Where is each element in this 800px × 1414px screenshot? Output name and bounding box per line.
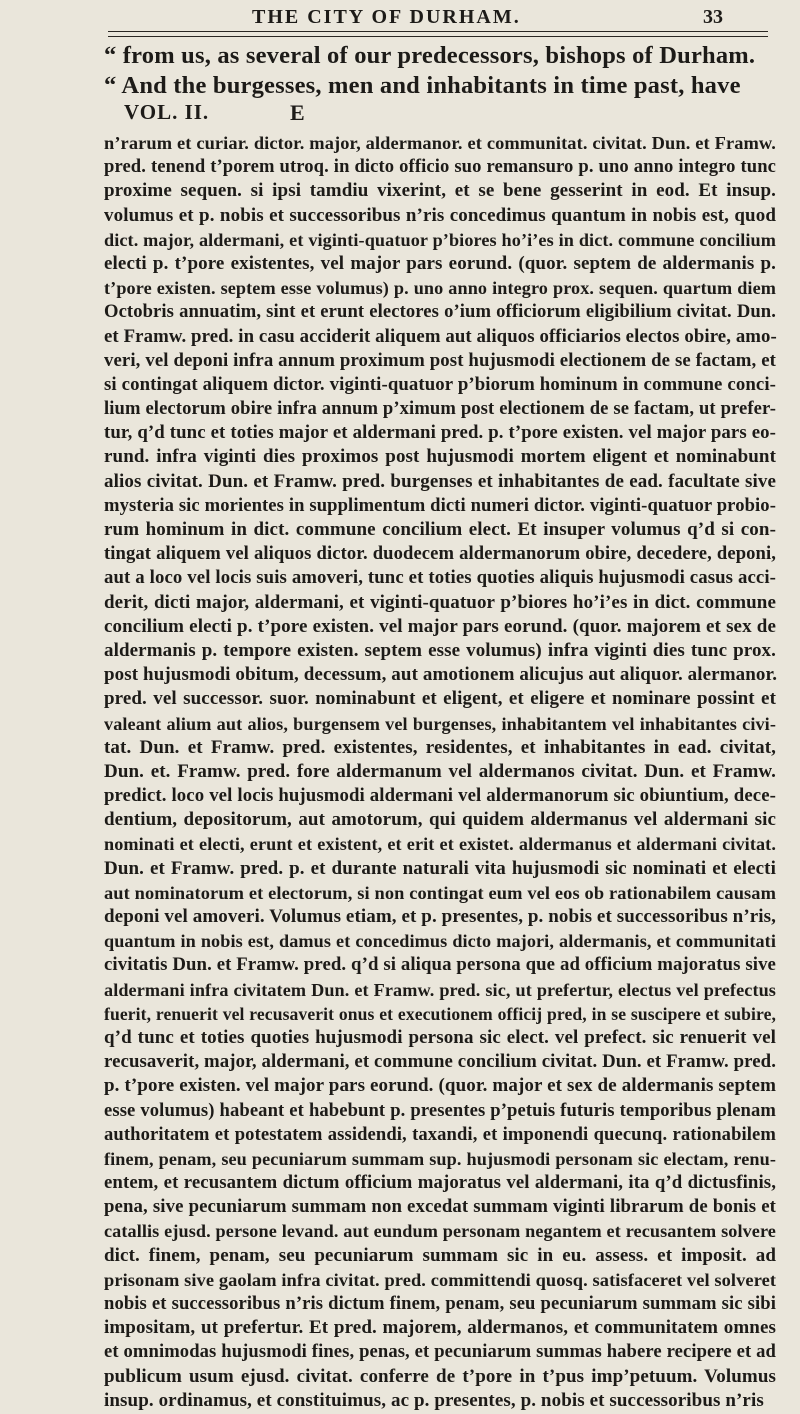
text-line: nobis et successoribus n’ris dictum finem, penam, seu pecuniarum summam sic sibi xyxy=(104,1293,776,1314)
text-line: post hujusmodi obitum, decessum, aut amotionem alicujus aut aliquor. alermanor. xyxy=(104,664,778,686)
text-line: et Framw. pred. in casu acciderit aliquem aut aliquos officiarios electos obire, amo- xyxy=(104,325,777,347)
text-line: recusaverit, major, aldermani, et commune concilium civitat. Dun. et Framw. pred. xyxy=(104,1051,776,1073)
text-line: pena, sive pecuniarum summam non excedat summam viginti librarum de bonis et xyxy=(104,1196,776,1218)
text-line: finem, penam, seu pecuniarum summam sup. hujusmodi personam sic electam, renu- xyxy=(104,1148,776,1169)
text-line: aut a loco vel locis suis amoveri, tunc et toties quoties aliquis hujusmodi casus acci- xyxy=(104,567,776,589)
text-line: concilium electi p. t’pore existen. vel major pars eorund. (quor. majorem et sex de xyxy=(104,615,776,637)
text-line: aut nominatorum et electorum, si non contingat eum vel eos ob rationabilem causam xyxy=(104,882,776,903)
text-line: alios civitat. Dun. et Framw. pred. burgenses et inhabitantes de ead. facultate sive xyxy=(104,470,776,492)
text-line: predict. loco vel locis hujusmodi aldermani vel aldermanorum sic obiuntium, dece- xyxy=(104,785,776,807)
text-line: Dun. et Framw. pred. p. et durante naturali vita hujusmodi sic nominati et electi xyxy=(104,857,776,879)
text-line: authoritatem et potestatem assidendi, taxandi, et imponendi quecunq. rationabilem xyxy=(104,1123,776,1145)
text-line: derit, dicti major, aldermani, et viginti-quatuor p’biores ho’i’es in dict. commune xyxy=(104,591,776,613)
text-line: tur, q’d tunc et toties major et aldermani pred. p. t’pore existen. vel major pars eo- xyxy=(104,422,776,444)
text-line: prisonam sive gaolam infra civitat. pred. committendi quosq. satisfaceret vel solveret xyxy=(104,1269,777,1290)
text-line: insup. ordinamus, et constituimus, ac p. presentes, p. nobis et successoribus n’ris xyxy=(104,1389,764,1411)
text-line: fuerit, renuerit vel recusaverit onus et executionem officij pred, in se suscipere et subire, xyxy=(104,1003,776,1024)
running-head xyxy=(0,0,800,34)
quoted-line: “ from us, as several of our predecessors, bishops of Durham. xyxy=(104,42,756,69)
text-line: lium electorum obire infra annum p’ximum post electionem de se factam, ut prefer- xyxy=(104,398,776,420)
text-line: dict. major, aldermani, et viginti-quatuor p’biores ho’i’es in dict. commune concilium xyxy=(104,229,776,250)
text-line: deponi vel amoveri. Volumus etiam, et p. presentes, p. nobis et successoribus n’ris, xyxy=(104,906,777,927)
text-line: rund. infra viginti dies proximos post hujusmodi mortem eligent et nominabunt xyxy=(104,446,776,468)
text-line: tat. Dun. et Framw. pred. existentes, residentes, et inhabitantes in ead. civitat, xyxy=(104,736,776,758)
volume-label: VOL. II. xyxy=(124,100,210,124)
text-line: valeant alium aut alios, burgensem vel burgenses, inhabitantem vel inhabitantes civi- xyxy=(104,713,776,734)
page-number: 33 xyxy=(703,6,723,28)
text-line: nominati et electi, erunt et existent, et erit et existet. aldermanus et aldermani civitat. xyxy=(104,834,776,855)
header-rule xyxy=(108,31,768,32)
header-rule-thin xyxy=(108,36,768,37)
text-line: quantum in nobis est, damus et concedimus dicto majori, aldermanis, et communitati xyxy=(104,931,776,952)
charter-text xyxy=(104,131,776,1413)
text-line: Dun. et. Framw. pred. fore aldermanum vel aldermanos civitat. Dun. et Framw. xyxy=(104,760,776,782)
text-line: catallis ejusd. persone levand. aut eundum personam negantem et recusantem solvere xyxy=(104,1221,776,1242)
text-line: n’rarum et curiar. dictor. major, aldermanor. et communitat. civitat. Dun. et Framw. xyxy=(104,133,776,153)
text-line: esse volumus) habeant et habebunt p. presentes p’petuis futuris temporibus plenam xyxy=(104,1099,776,1121)
text-line: si contingat aliquem dictor. viginti-quatuor p’biorum hominum in commune conci- xyxy=(104,373,776,395)
text-line: tingat aliquem vel aliquos dictor. duodecem aldermanorum obire, decedere, deponi, xyxy=(104,543,776,565)
text-line: volumus et p. nobis et successoribus n’ris concedimus quantum in nobis est, quod xyxy=(104,204,776,226)
text-line: proxime sequen. si ipsi tamdiu vixerint, et se bene gesserint in eod. Et insup. xyxy=(104,180,776,202)
running-title: THE CITY OF DURHAM. xyxy=(252,6,521,28)
text-line: mysteria sic morientes in supplimentum dicti numeri dictor. viginti-quatuor probio- xyxy=(104,494,776,516)
text-line: Octobris annuatim, sint et erunt electores o’ium officiorum eligibilium civitat. Dun. xyxy=(104,301,776,323)
text-line: q’d tunc et toties quoties hujusmodi persona sic elect. vel prefect. sic renuerit vel xyxy=(104,1026,776,1048)
text-line: entem, et recusantem dictum officium majoratus vel aldermani, ita q’d dictusfinis, xyxy=(104,1172,776,1194)
text-line: et omnimodas hujusmodi fines, penas, et pecuniarum summas habere recipere et ad xyxy=(104,1341,776,1363)
text-line: aldermani infra civitatem Dun. et Framw. pred. sic, ut prefertur, electus vel prefectus xyxy=(104,979,776,1000)
text-line: publicum usum ejusd. civitat. conferre de t’pore in t’pus imp’petuum. Volumus xyxy=(104,1365,776,1387)
text-line: veri, vel deponi infra annum proximum post hujusmodi electionem de se factam, et xyxy=(104,349,776,371)
text-line: pred. tenend t’porem utroq. in dicto officio suo remansuro p. uno anno integro tunc xyxy=(104,156,776,178)
text-line: pred. vel successor. suor. nominabunt et eligent, et eligere et nominare possint et xyxy=(104,688,776,710)
signature-letter: E xyxy=(290,100,305,125)
text-line: electi p. t’pore existentes, vel major pars eorund. (quor. septem de aldermanis p. xyxy=(104,252,776,274)
text-line: dict. finem, penam, seu pecuniarum summam sic in eu. assess. et imposit. ad xyxy=(104,1244,776,1266)
signature-mark xyxy=(124,100,784,130)
text-line: t’pore existen. septem esse volumus) p. uno anno integro prox. sequen. quartum diem xyxy=(104,278,776,299)
quoted-line: “ And the burgesses, men and inhabitants in time past, have xyxy=(104,72,741,99)
text-line: rum hominum in dict. commune concilium elect. Et insuper volumus q’d si con- xyxy=(104,519,776,540)
text-line: dentium, depositorum, aut amotorum, qui quidem aldermanus vel aldermani sic xyxy=(104,809,776,831)
text-line: impositam, ut prefertur. Et pred. majorem, aldermanos, et communitatem omnes xyxy=(104,1317,776,1339)
text-line: p. t’pore existen. vel major pars eorund. (quor. major et sex de aldermanis septem xyxy=(104,1075,776,1097)
text-line: aldermanis p. tempore existen. septem esse volumus) infra viginti dies tunc prox. xyxy=(104,639,776,661)
text-line: civitatis Dun. et Framw. pred. q’d si aliqua persona que ad officium majoratus sive xyxy=(104,954,776,976)
